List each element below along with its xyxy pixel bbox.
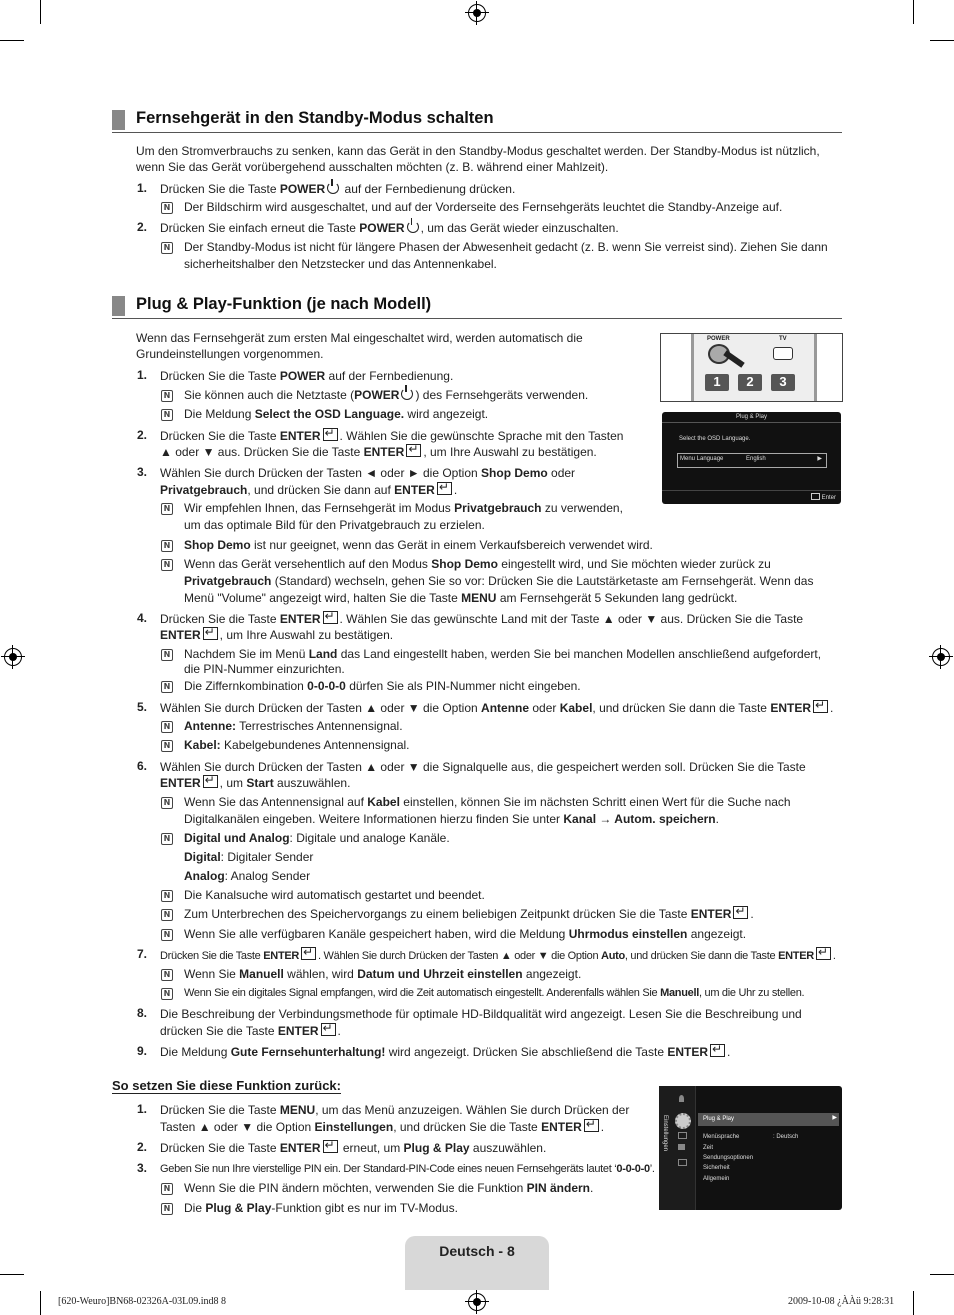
note-text: Wenn Sie Manuell wählen, wird Datum und Uhrzeit einstellen angezeigt. — [184, 967, 582, 981]
paragraph: Grundeinstellungen vorgenommen. — [136, 347, 324, 361]
step-text: Geben Sie nun Ihre vierstellige PIN ein. Der Standard-PIN-Code eines neuen Fernsehgeräts lautet ‘0-0-0-0’. — [160, 1163, 655, 1175]
enter-icon — [323, 1140, 338, 1153]
help-icon — [678, 1159, 687, 1166]
crop-mark — [0, 40, 24, 41]
enter-icon — [203, 627, 218, 640]
note-icon — [161, 390, 173, 402]
step-text: Drücken Sie die Taste POWER auf der Fernbedienung. — [160, 369, 454, 383]
arrow-right-icon: ▶ — [832, 1115, 837, 1121]
note-text: sicherheitshalber den Netzstecker und das Antennenkabel. — [184, 257, 497, 271]
note-icon — [161, 833, 173, 845]
subsection-title: So setzen Sie diese Funktion zurück: — [112, 1078, 341, 1093]
registration-mark-icon — [468, 1293, 486, 1311]
crop-mark — [930, 1274, 954, 1275]
enter-icon — [816, 947, 831, 960]
enter-icon — [406, 444, 421, 457]
power-icon — [407, 221, 419, 233]
section-title: Plug & Play-Funktion (je nach Modell) — [136, 295, 432, 313]
step-number: 7. — [137, 947, 148, 961]
osd-field-value: English — [746, 456, 766, 462]
step-text: Drücken Sie die Taste POWER auf der Fernbedienung drücken. — [160, 182, 516, 196]
osd-language-screen — [662, 412, 841, 504]
registration-mark-icon — [468, 4, 486, 22]
note-text: Wenn Sie das Antennensignal auf Kabel einstellen, können Sie im nächsten Schritt einen Wert für die Suche nach — [184, 795, 791, 809]
note-icon — [161, 409, 173, 421]
section-heading — [112, 296, 842, 319]
step-number: 2. — [137, 1140, 148, 1154]
step-text: Drücken Sie einfach erneut die Taste POWER , um das Gerät wieder einzuschalten. — [160, 221, 619, 235]
step-text: Drücken Sie die Taste ENTER↵ erneut, um Plug & Play auszuwählen. — [160, 1140, 546, 1157]
osd-enter-hint: Enter — [811, 493, 836, 501]
step-text: Die Meldung Gute Fernsehunterhaltung! wird angezeigt. Drücken Sie abschließend die Taste ENTER↵ . — [160, 1044, 730, 1061]
step-number: 1. — [137, 181, 148, 195]
step-number: 5. — [137, 700, 148, 714]
note-text: Wenn das Gerät versehentlich auf den Modus Shop Demo eingestellt wird, und Sie möchten wieder zurück zu — [184, 557, 771, 571]
note-icon — [161, 242, 173, 254]
tv-button-icon — [773, 347, 793, 360]
gear-icon — [675, 1113, 691, 1129]
step-text: Die Beschreibung der Verbindungsmethode für optimale HD-Bildqualität wird angezeigt. Lesen Sie die Beschreibung und — [160, 1007, 802, 1021]
note-text: die PIN-Nummer einzurichten. — [184, 662, 345, 676]
step-text: Drücken Sie die Taste ENTER↵ . Wählen Sie durch Drücken der Tasten ▲ oder ▼ die Option Auto, und drücken Sie dann die Taste ENTER↵ . — [160, 947, 836, 965]
power-icon — [327, 182, 339, 194]
note-icon — [161, 503, 173, 515]
enter-icon — [710, 1044, 725, 1057]
crop-mark — [930, 40, 954, 41]
step-number: 3. — [137, 1161, 148, 1175]
step-number: 4. — [137, 611, 148, 625]
note-icon — [161, 969, 173, 981]
picture-icon — [679, 1095, 684, 1102]
page-number-tab: Deutsch - 8 — [405, 1236, 549, 1290]
note-text: Wir empfehlen Ihnen, das Fernsehgerät im Modus Privatgebrauch zu verwenden, — [184, 501, 623, 515]
enter-icon — [733, 906, 748, 919]
paragraph: Wenn das Fernsehgerät zum ersten Mal eingeschaltet wird, werden automatisch die — [136, 331, 583, 345]
osd-menu-item[interactable]: Sendungsoptionen — [703, 1155, 754, 1161]
enter-icon — [323, 428, 338, 441]
step-text: ENTER↵ , um Start auszuwählen. — [160, 775, 350, 792]
remote-control-illustration — [660, 333, 843, 402]
enter-icon — [811, 493, 820, 500]
note-icon — [161, 797, 173, 809]
note-text: Sie können auch die Netztaste (POWER ) des Fernsehgeräts verwenden. — [184, 388, 589, 402]
step-number: 8. — [137, 1006, 148, 1020]
arrow-right-icon: ▶ — [817, 456, 822, 462]
enter-icon — [321, 1023, 336, 1036]
heading-bar — [112, 110, 125, 130]
tv-label: TV — [779, 336, 787, 342]
paragraph: Um den Stromverbrauchs zu senken, kann das Gerät in den Standby-Modus geschaltet werden. Der Standby-Modus ist nützlich, — [136, 144, 820, 158]
note-icon — [161, 649, 173, 661]
step-number: 2. — [137, 428, 148, 442]
note-text: Digital und Analog: Digitale und analoge Kanäle. — [184, 831, 450, 845]
step-text: Drücken Sie die Taste ENTER↵ . Wählen Sie das gewünschte Land mit der Taste ▲ oder ▼ aus. Drücken Sie die Taste — [160, 611, 803, 628]
note-icon — [161, 909, 173, 921]
note-icon — [161, 1183, 173, 1195]
osd-selected-item[interactable]: Plug & Play ▶ — [698, 1113, 839, 1126]
note-icon — [161, 681, 173, 693]
power-label: POWER — [707, 336, 730, 342]
section-heading — [112, 110, 842, 133]
step-text: Wählen Sie durch Drücken der Tasten ▲ oder ▼ die Option Antenne oder Kabel, und drücken Sie dann die Taste ENTER↵ . — [160, 700, 833, 717]
note-text: Die Ziffernkombination 0-0-0-0 dürfen Sie als PIN-Nummer nicht eingeben. — [184, 679, 581, 693]
key-2: 2 — [738, 374, 762, 391]
osd-field-label: Menu Language — [680, 456, 724, 462]
enter-icon — [323, 611, 338, 624]
osd-menu-item[interactable]: Zeit — [703, 1145, 714, 1151]
step-text: ▲ oder ▼ aus. Drücken Sie die Taste ENTER↵ , um Ihre Auswahl zu bestätigen. — [160, 444, 597, 461]
enter-icon — [203, 775, 218, 788]
enter-icon — [813, 700, 828, 713]
step-text: ENTER↵ , um Ihre Auswahl zu bestätigen. — [160, 627, 393, 644]
section-title: Fernsehgerät in den Standby-Modus schalten — [136, 109, 494, 127]
osd-menu-item[interactable]: Menüsprache — [703, 1134, 740, 1140]
note-text: Antenne: Terrestrisches Antennensignal. — [184, 719, 403, 733]
note-text: Wenn Sie ein digitales Signal empfangen, wird die Zeit automatisch eingestellt. Anderenfalls wählen Sie Manuell, um die Uhr zu stellen. — [184, 987, 805, 999]
enter-icon — [584, 1119, 599, 1132]
crop-mark — [913, 0, 914, 24]
note-text: Die Plug & Play-Funktion gibt es nur im TV-Modus. — [184, 1201, 458, 1215]
osd-title: Plug & Play — [662, 414, 841, 423]
osd-language-field[interactable] — [677, 453, 827, 468]
note-icon — [161, 721, 173, 733]
key-1: 1 — [705, 374, 729, 391]
step-number: 1. — [137, 368, 148, 382]
power-icon — [401, 388, 413, 400]
note-icon — [161, 740, 173, 752]
note-text: Die Meldung Select the OSD Language. wird angezeigt. — [184, 407, 489, 421]
note-text: Die Kanalsuche wird automatisch gestartet und beendet. — [184, 888, 485, 902]
note-icon — [161, 202, 173, 214]
note-text: Digital: Digitaler Sender — [184, 850, 314, 864]
step-text: Drücken Sie die Taste ENTER↵ . Wählen Sie die gewünschte Sprache mit den Tasten — [160, 428, 623, 445]
step-number: 9. — [137, 1044, 148, 1058]
note-text: Wenn Sie die PIN ändern möchten, verwenden Sie die Funktion PIN ändern. — [184, 1181, 594, 1195]
note-text: Shop Demo ist nur geeignet, wenn das Gerät in einem Verkaufsbereich verwendet wird. — [184, 538, 653, 552]
note-text: Privatgebrauch (Standard) wechseln, gehen Sie so vor: Drücken Sie die Lautstärketaste am Fernsehgerät. Wenn das — [184, 574, 814, 588]
note-icon — [161, 540, 173, 552]
osd-menu-value: : Deutsch — [773, 1134, 799, 1140]
heading-bar — [112, 296, 125, 316]
registration-mark-icon — [932, 648, 950, 666]
crop-mark — [913, 1291, 914, 1315]
note-text: Kabel: Kabelgebundenes Antennensignal. — [184, 738, 410, 752]
support-icon — [678, 1144, 685, 1150]
step-number: 2. — [137, 220, 148, 234]
note-icon — [161, 559, 173, 571]
registration-mark-icon — [4, 648, 22, 666]
note-text: Der Standby-Modus ist nicht für längere Phasen der Abwesenheit gedacht (z. B. wenn Sie verreist sind). Ziehen Sie dann — [184, 240, 828, 254]
osd-side-label: Einstellungen — [662, 1114, 669, 1152]
osd-menu-item[interactable]: Sicherheit — [703, 1165, 730, 1171]
note-icon — [161, 929, 173, 941]
note-text: Der Bildschirm wird ausgeschaltet, und auf der Vorderseite des Fernsehgeräts leuchtet die Standby-Anzeige auf. — [184, 200, 783, 214]
step-text: Tasten ▲ oder ▼ die Option Einstellungen, und drücken Sie die Taste ENTER↵ . — [160, 1119, 604, 1136]
osd-settings-menu — [659, 1086, 842, 1210]
note-text: Nachdem Sie im Menü Land das Land eingestellt haben, werden Sie bei manchen Modellen anschließend aufgefordert, — [184, 647, 822, 661]
enter-icon — [437, 482, 452, 495]
note-text: Digitalkanälen eingeben. Weitere Informationen hierzu finden Sie unter Kanal → Autom. speichern. — [184, 812, 719, 826]
note-text: Analog: Analog Sender — [184, 869, 311, 883]
crop-mark — [40, 0, 41, 24]
note-icon — [161, 890, 173, 902]
key-3: 3 — [771, 374, 795, 391]
step-text: Privatgebrauch, und drücken Sie dann auf ENTER↵ . — [160, 482, 457, 499]
note-text: um das optimale Bild für den Privatgebrauch zu erzielen. — [184, 518, 485, 532]
input-icon — [678, 1132, 687, 1139]
step-text: Drücken Sie die Taste MENU, um das Menü anzuzeigen. Wählen Sie durch Drücken der — [160, 1103, 630, 1117]
note-icon — [161, 988, 173, 1000]
step-number: 3. — [137, 465, 148, 479]
step-number: 6. — [137, 759, 148, 773]
paragraph: wenn Sie das Gerät vorübergehend ausschalten möchten (z. B. während einer Mahlzeit). — [136, 160, 609, 174]
step-number: 1. — [137, 1102, 148, 1116]
enter-icon — [301, 947, 316, 960]
osd-prompt: Select the OSD Language. — [679, 436, 751, 442]
step-text: Wählen Sie durch Drücken der Tasten ◄ oder ► die Option Shop Demo oder — [160, 466, 576, 480]
footer-file: [620-Weuro]BN68-02326A-03L09.ind8 8 — [58, 1296, 227, 1307]
step-text: drücken Sie die Taste ENTER↵ . — [160, 1023, 341, 1040]
crop-mark — [0, 1274, 24, 1275]
note-icon — [161, 1203, 173, 1215]
crop-mark — [40, 1291, 41, 1315]
note-text: Zum Unterbrechen des Speichervorgangs zu einem beliebigen Zeitpunkt drücken Sie die Taste ENTER↵ . — [184, 906, 754, 923]
osd-menu-item[interactable]: Allgemein — [703, 1176, 730, 1182]
step-text: Wählen Sie durch Drücken der Tasten ▲ oder ▼ die Signalquelle aus, die gespeichert werden soll. Drücken Sie die Taste — [160, 760, 806, 774]
note-text: Menü "Volume" angezeigt wird, halten Sie die Taste MENU am Fernsehgerät 5 Sekunden lang gedrückt. — [184, 591, 738, 605]
footer-date: 2009-10-08 ¿ÀÀü 9:28:31 — [788, 1296, 895, 1307]
note-text: Wenn Sie alle verfügbaren Kanäle gespeichert haben, wird die Meldung Uhrmodus einstellen angezeigt. — [184, 927, 747, 941]
